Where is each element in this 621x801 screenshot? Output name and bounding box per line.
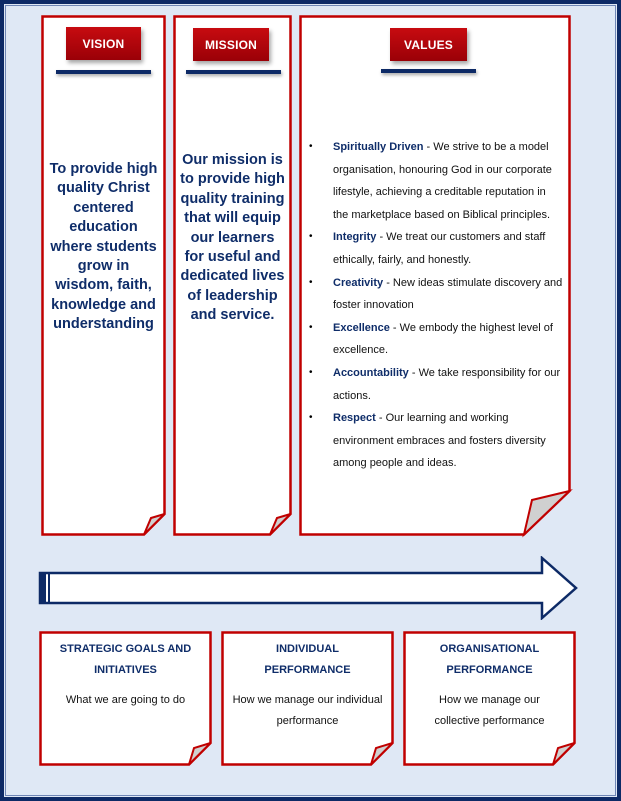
value-description: - We embody the highest level of excellence.: [333, 321, 553, 357]
bullet-icon: •: [309, 412, 313, 424]
value-term: Excellence: [333, 321, 390, 334]
strategic-goals-description: What we are going to do: [65, 694, 186, 706]
value-item: [309, 136, 564, 226]
values-list: [309, 136, 564, 475]
value-description: - We treat our customers and staff ethically, fairly, and honestly.: [333, 231, 546, 266]
value-term: Accountability: [333, 366, 409, 379]
mission-statement: Our mission is to provide high quality training that will equip our learners for useful and dedicated lives of leadership and service.: [180, 152, 285, 324]
mission-underline: [186, 70, 281, 74]
bullet-icon: •: [309, 141, 313, 152]
vision-card: [41, 15, 166, 536]
value-term: Spiritually Driven: [333, 141, 424, 153]
mission-badge: MISSION: [193, 28, 269, 61]
value-item: [309, 362, 564, 407]
values-badge: VALUES: [390, 28, 467, 61]
value-description: - We take responsibility for our actions.: [333, 366, 561, 402]
bullet-icon: •: [309, 276, 313, 288]
values-underline: [381, 69, 476, 73]
value-item: [309, 226, 564, 271]
vision-badge: VISION: [66, 27, 141, 60]
value-term: Creativity: [333, 276, 384, 289]
organisational-performance-card: [403, 631, 576, 766]
individual-performance-title: INDIVIDUAL PERFORMANCE: [264, 643, 351, 676]
value-term: Respect: [333, 412, 376, 425]
mission-card: [173, 15, 292, 536]
value-description: - New ideas stimulate discovery and foster innovation: [333, 276, 563, 312]
individual-performance-description: How we manage our individual performance: [232, 694, 383, 727]
bullet-icon: •: [309, 366, 313, 378]
value-term: Integrity: [333, 231, 377, 244]
right-arrow-icon: [38, 556, 580, 620]
bullet-icon: •: [309, 231, 313, 243]
value-description: - We strive to be a model organisation, honouring God in our corporate lifestyle, achieving a creditable reputation in the marketplace based on Biblical principles.: [333, 141, 552, 221]
value-item: [309, 407, 564, 475]
individual-performance-card: [221, 631, 394, 766]
vision-statement: To provide high quality Christ centered education where students grow in wisdom, faith, knowledge and understanding: [49, 161, 158, 333]
strategic-goals-card: [39, 631, 212, 766]
values-card: [299, 15, 571, 536]
organisational-performance-title: ORGANISATIONAL PERFORMANCE: [439, 643, 540, 676]
vision-underline: [56, 70, 151, 74]
strategic-goals-title: STRATEGIC GOALS AND INITIATIVES: [59, 643, 192, 676]
value-item: [309, 272, 564, 317]
bullet-icon: •: [309, 321, 313, 333]
organisational-performance-description: How we manage our collective performance: [434, 694, 545, 727]
value-description: - Our learning and working environment embraces and fosters diversity among people and ideas.: [333, 412, 546, 470]
value-item: [309, 317, 564, 362]
